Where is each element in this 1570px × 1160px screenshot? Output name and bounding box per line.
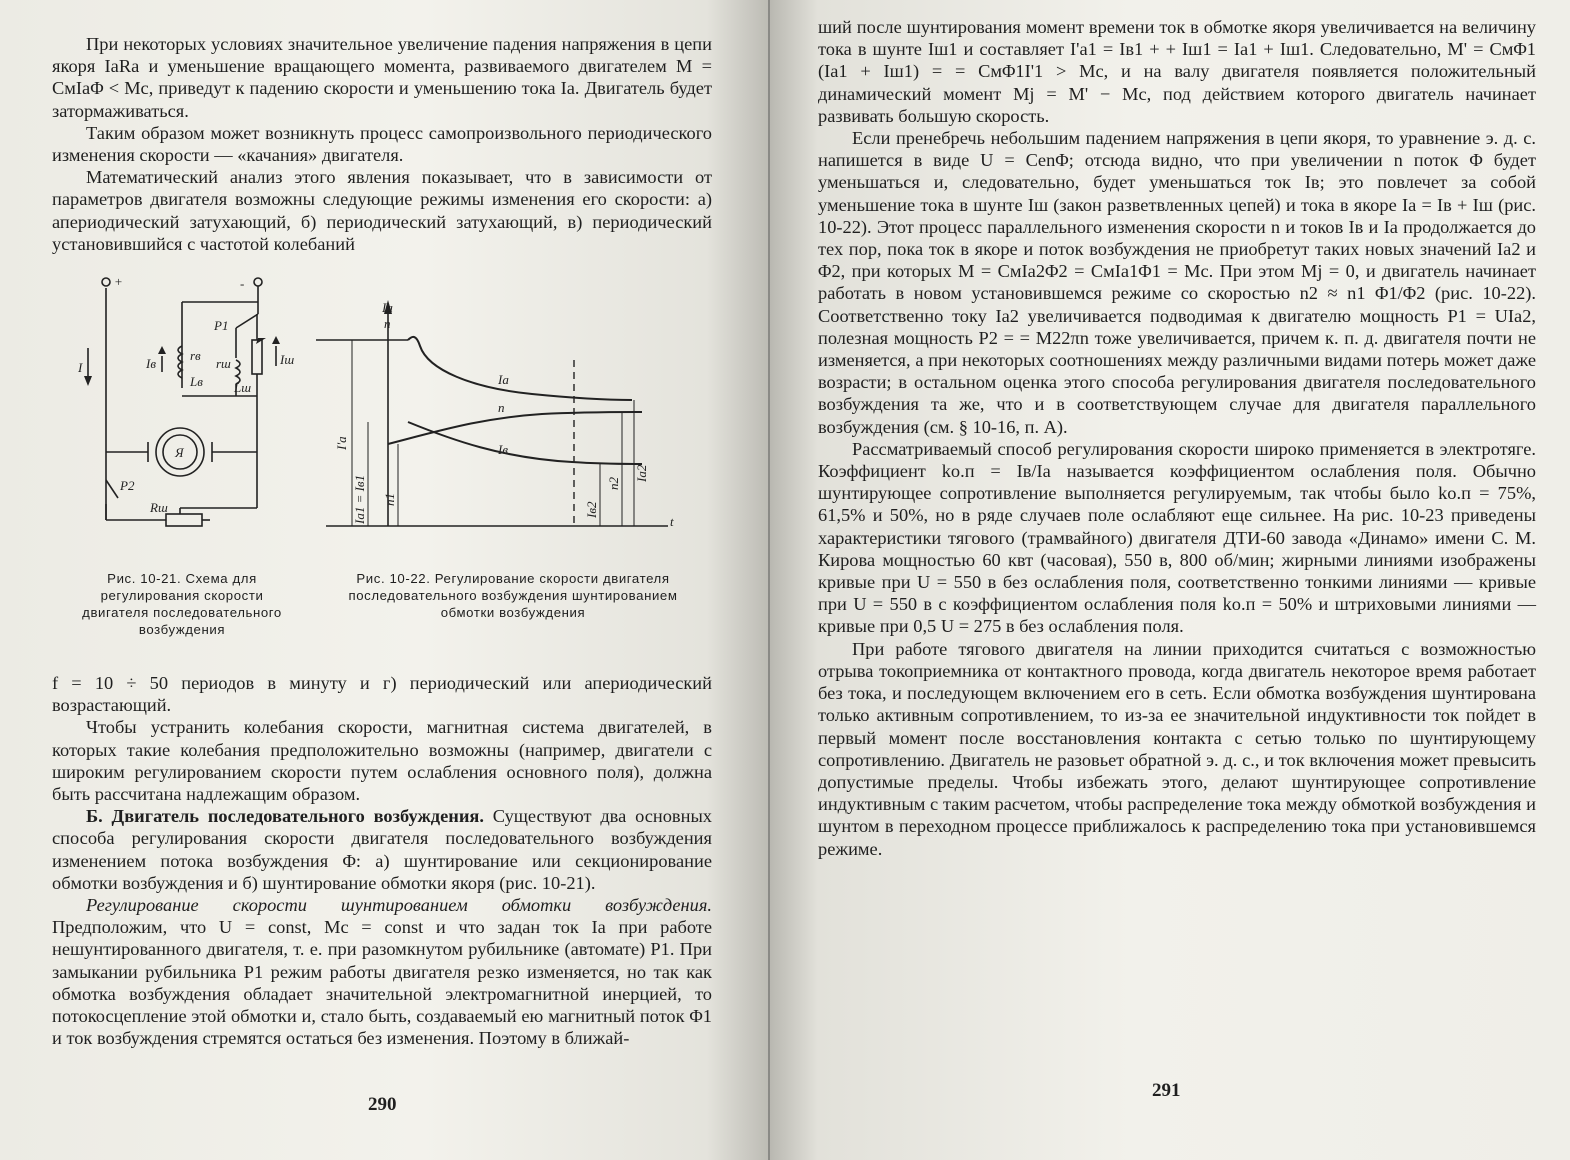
- section-text: Существуют два основных способа регулирования скорости двигателя последовательного возбуждения изменением потока возбуждения Φ: а) шунтирование или секционирование обмотки возбуждения и б) шунтирование обмотки якоря (рис. 10-21).: [52, 806, 712, 893]
- italic-text: Предположим, что U = const, Mс = const и что задан ток Ia при работе нешунтированного двигателя, т. е. при разомкнутом рубильнике (автомате) P1. При замыкании рубильника P1 режим работы двигателя резко изменяется, но так как обмотка возбуждения обладает значительной электромагнитной инерцией, то потокосцепление этой обмотки и, стало быть, создаваемый ею магнитный поток Φ1 и ток возбуждения стремятся остаться без изменения. Поэтому в ближай-: [52, 917, 712, 1049]
- paragraph: При работе тягового двигателя на линии приходится считаться с возможностью отрыва токоприемника от контактного провода, когда двигатель некоторое время работает без тока, и последующем включением его в сеть. Если обмотка возбуждения шунтирована только активным сопротивлением, то из-за ее значительной индуктивности ток пойдет в первый момент после восстановления контакта с сетью только по шунтирующему сопротивлению. Двигатель не разовьет обратной э. д. с., и ток включения может превысить допустимые пределы. Чтобы избежать этого, делают шунтирующее сопротивление индуктивным с таким расчетом, чтобы распределение тока между обмоткой возбуждения и шунтом в переходном процессе приближалось к распределению тока при установившемся режиме.: [818, 638, 1536, 859]
- label-ia2: Ia2: [634, 464, 649, 482]
- paragraph: Математический анализ этого явления показывает, что в зависимости от параметров двигателя возможны следующие режимы изменения его скорости: а) апериодический затухающий, б) периодический затухающий, в) периодический установившийся с частотой колебаний: [52, 167, 712, 254]
- left-page: [0, 0, 768, 1160]
- axis-label-n: n: [384, 316, 391, 331]
- left-text-bottom: [52, 672, 712, 1049]
- label-ia1-ib1: Ia1 = Iв1: [352, 474, 367, 524]
- figure-10-22-graph: [312, 290, 692, 540]
- paragraph-section-b: [52, 805, 712, 894]
- italic-heading: Регулирование скорости шунтированием обмотки возбуждения.: [86, 895, 712, 916]
- page-number-left: 290: [368, 1094, 397, 1115]
- paragraph: Если пренебречь небольшим падением напряжения в цепи якоря, то уравнение э. д. с. напишется в виде U = CеnΦ; отсюда видно, что при увеличении n поток Φ будет уменьшаться и, следовательно, будет уменьшаться ток Iв; это повлечет за собой уменьшение тока в шунте Iш (закон разветвленных цепей) и тока в якоре Ia = Iв + Iш (рис. 10-22). Этот процесс параллельного изменения скорости n и токов Iв и Ia продолжается до тех пор, пока ток в якоре и поток возбуждения не приобретут таких новых значений Ia2 и Φ2, при которых M = CмIa2Φ2 = CмIa1Φ1 = Mс. При этом Mj = 0, и двигатель начинает работать в новом установившемся режиме со скоростью n2 ≈ n1 Φ1/Φ2 (рис. 10-22). Соответственно току Ia2 увеличивается подводимая к двигателю мощность P1 = UIa2, полезная мощность P2 = = M22πn тоже увеличивается, причем к. п. д. двигателя почти не изменяется, а при некоторых соотношениях между различными видами потерь может даже возрасти; в остальном оценка этого способа регулирования двигателя последовательного возбуждения та же, что и в соответствующем случае для двигателя параллельного возбуждения (см. § 10-16, п. А).: [818, 128, 1536, 437]
- paragraph: Таким образом может возникнуть процесс самопроизвольного периодического изменения скорости — «качания» двигателя.: [52, 122, 712, 166]
- label-p2: P2: [120, 478, 135, 493]
- label-plus: +: [114, 274, 123, 289]
- curve-label-ia: Ia: [498, 372, 509, 387]
- axis-label-ia: Ia: [382, 300, 393, 315]
- section-heading: Б. Двигатель последовательного возбуждения.: [86, 806, 484, 827]
- axis-label-t: t: [670, 514, 674, 529]
- label-minus: -: [240, 276, 245, 291]
- paragraph: ший после шунтирования момент времени ток в обмотке якоря увеличивается на величину тока в шунте Iш1 и составляет I'a1 = Iв1 + + Iш1 = Ia1 + Iш1. Следовательно, M' = CмΦ1 (Ia1 + Iш1) = = CмΦ1I'1 > Mс, и на валу двигателя появляется положительный динамический момент Mj = M' − Mс, под действием которого двигатель начинает развивать большую скорость.: [818, 17, 1536, 126]
- label-i: I: [78, 360, 83, 375]
- label-n1: n1: [382, 493, 397, 506]
- right-text: [818, 16, 1536, 860]
- label-ya: Я: [175, 445, 184, 460]
- label-ish: Iш: [280, 352, 295, 367]
- curve-label-n: n: [498, 400, 505, 415]
- paragraph: При некоторых условиях значительное увеличение падения напряжения в цепи якоря IaRa и уменьшение вращающего момента, развиваемого двигателем M = CмIaΦ < Mс, приведут к падению скорости и уменьшению тока Ia. Двигатель будет затормаживаться.: [52, 34, 712, 121]
- label-lsh: Lш: [234, 380, 252, 395]
- label-p1: P1: [214, 318, 229, 333]
- paragraph-italic-heading: [52, 894, 712, 1049]
- label-ia-prime: I'a: [334, 436, 349, 450]
- paragraph: Рассматриваемый способ регулирования скорости широко применяется в электротяге. Коэффициент kо.п = Iв/Ia называется коэффициентом ослабления поля. Обычно шунтирующее сопротивление выполняется регулируемым, так чтобы было kо.п = 75%, 61,5% и 50%, но в ряде случаев поле ослабляют еще сильнее. На рис. 10-23 приведены характеристики тягового (трамвайного) двигателя ДТИ-60 завода «Динамо» имени С. М. Кирова мощностью 60 квт (часовая), 550 в, 800 об/мин; жирными линиями изображены кривые при U = 550 в без ослабления поля, соответственно тонкими линиями — кривые при U = 550 в с коэффициентом ослабления поля kо.п = 50% и штриховыми линиями — кривые при 0,5 U = 275 в без ослабления поля.: [818, 438, 1536, 637]
- paragraph: f = 10 ÷ 50 периодов в минуту и г) периодический или апериодический возрастающий.: [52, 673, 712, 716]
- curve-label-ib: Iв: [498, 442, 508, 457]
- page-number-right: 291: [1152, 1080, 1181, 1101]
- right-page: [770, 0, 1570, 1160]
- left-text-top: [52, 33, 712, 255]
- label-rsh-bottom: Rш: [150, 500, 168, 515]
- figure-10-21-circuit: [70, 268, 310, 538]
- label-rsh: rш: [216, 356, 231, 371]
- label-ib2: Iв2: [584, 501, 599, 518]
- caption-fig-10-21: Рис. 10-21. Схема для регулирования скорости двигателя последовательного возбуждения: [82, 571, 282, 637]
- label-ib: Iв: [146, 356, 156, 371]
- caption-fig-10-22: Рис. 10-22. Регулирование скорости двигателя последовательного возбуждения шунтированием обмотки возбуждения: [348, 571, 678, 620]
- label-n2: n2: [606, 477, 621, 490]
- label-lb: Lв: [190, 374, 203, 389]
- paragraph: Чтобы устранить колебания скорости, магнитная система двигателей, в которых такие колебания предположительно возможны (например, двигатели с широким регулированием скорости путем ослабления основного поля), должна быть рассчитана надлежащим образом.: [52, 717, 712, 805]
- label-rb: rв: [190, 348, 201, 363]
